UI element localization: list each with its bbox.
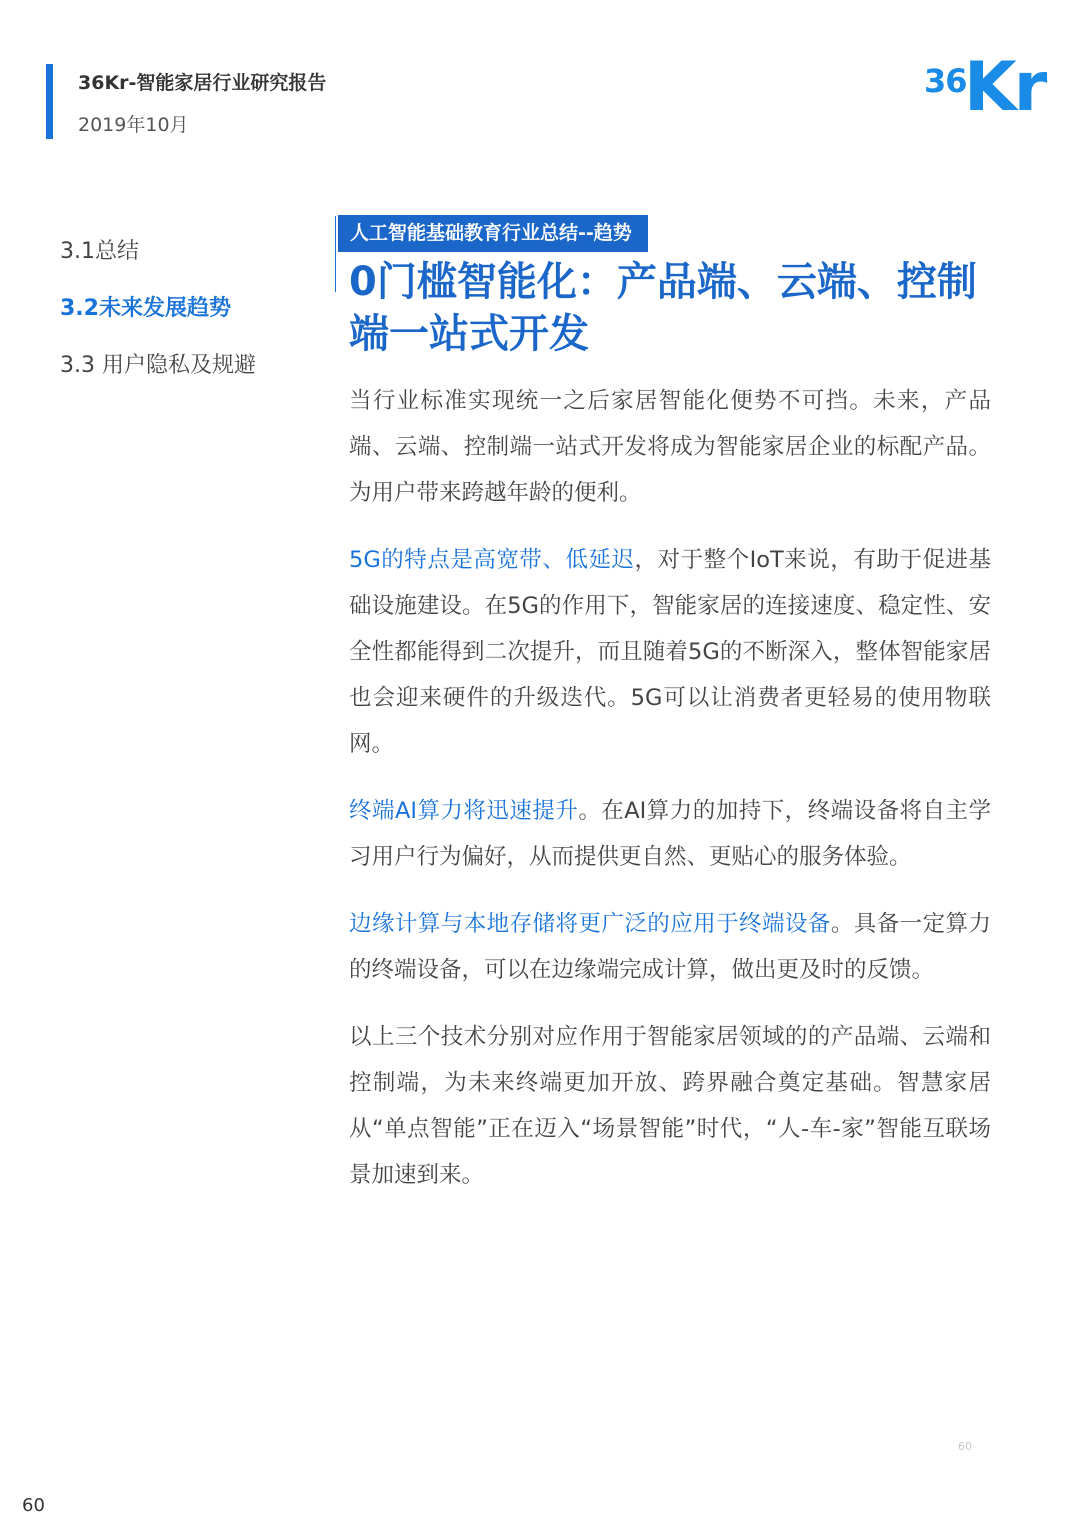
page-watermark: 60 [958, 1440, 972, 1453]
page-number: 60 [22, 1495, 45, 1516]
paragraph-text: ，对于整个IoT来说，有助于促进基础设施建设。在5G的作用下，智能家居的连接速度、稳定性、安全性都能得到二次提升，而且随着5G的不断深入，整体智能家居也会迎来硬件的升级迭代。5G可以让消费者更轻易的使用物联网。 [349, 547, 991, 757]
section-tag: 人工智能基础教育行业总结--趋势 [338, 215, 648, 252]
paragraph-text: 。在AI算力的加持下，终端设备将自主学习用户行为偏好，从而提供更自然、更贴心的服务体验。 [349, 798, 992, 870]
report-date: 2019年10月 [78, 114, 189, 136]
table-of-contents [60, 232, 256, 403]
paragraph-text: 当行业标准实现统一之后家居智能化便势不可挡。未来，产品端、云端、控制端一站式开发将成为智能家居企业的标配产品。为用户带来跨越年龄的便利。 [349, 388, 991, 506]
paragraph-edge [349, 901, 991, 993]
paragraph-highlight: 边缘计算与本地存储将更广泛的应用于终端设备 [349, 911, 831, 937]
paragraph-intro [349, 378, 991, 516]
paragraph-text: 。具备一定算力的终端设备，可以在边缘端完成计算，做出更及时的反馈。 [349, 911, 991, 983]
paragraph-5g [349, 537, 991, 767]
toc-item-future-trends[interactable]: 3.2未来发展趋势 [60, 296, 231, 321]
header-accent-bar [46, 64, 53, 139]
toc-item-summary[interactable]: 3.1总结 [60, 239, 139, 264]
toc-item-privacy[interactable]: 3.3 用户隐私及规避 [60, 353, 256, 378]
paragraph-highlight: 终端AI算力将迅速提升 [349, 798, 579, 824]
36kr-logo [924, 48, 1045, 132]
article-body [349, 378, 991, 1219]
paragraph-highlight: 5G的特点是高宽带、低延迟 [349, 547, 635, 573]
page-headline: 0门槛智能化：产品端、云端、控制端一站式开发 [349, 259, 977, 357]
paragraph-text: 以上三个技术分别对应作用于智能家居领域的的产品端、云端和控制端，为未来终端更加开放、跨界融合奠定基础。智慧家居从“单点智能”正在迈入“场景智能”时代，“人-车-家”智能互联场景加速到来。 [349, 1024, 991, 1188]
logo-number: 36 [924, 62, 967, 100]
paragraph-ai [349, 788, 991, 880]
report-title: 36Kr-智能家居行业研究报告 [78, 72, 327, 94]
paragraph-conclusion [349, 1014, 991, 1198]
logo-letters: Kr [964, 48, 1045, 127]
section-divider-line [335, 216, 336, 292]
